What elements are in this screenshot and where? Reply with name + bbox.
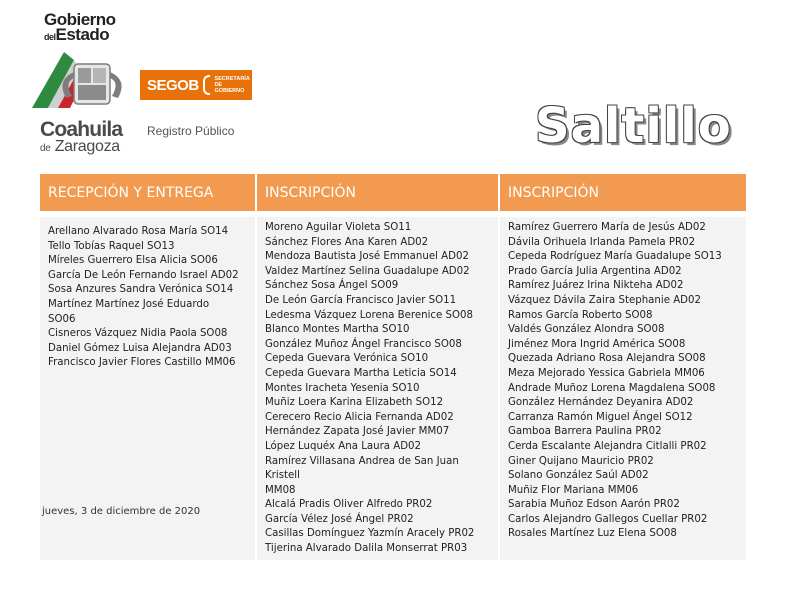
list-item: Ramírez Villasana Andrea de San Juan Kristell (265, 455, 459, 482)
list-item: Vázquez Dávila Zaira Stephanie AD02 (508, 294, 701, 306)
list-item: Andrade Muñoz Lorena Magdalena SO08 (508, 382, 716, 394)
list-item: Solano González Saúl AD02 (508, 470, 649, 482)
segob-logo (140, 70, 252, 100)
list-item: Cepeda Rodríguez María Guadalupe SO13 (508, 251, 722, 263)
list-item: Carlos Alejandro Gallegos Cuellar PR02 (508, 513, 708, 525)
list-item: Cerecero Recio Alicia Fernanda AD02 (265, 411, 454, 423)
column-inscripcion-1-names (255, 217, 500, 560)
list-item: Daniel Gómez Luisa Alejandra AD03 (48, 342, 232, 354)
list-item: González Muñoz Ángel Francisco SO08 (265, 338, 462, 350)
list-item: Valdés González Alondra SO08 (508, 324, 665, 336)
list-item: De León García Francisco Javier SO11 (265, 294, 457, 306)
list-item: Ramírez Juárez Irina Nikteha AD02 (508, 280, 684, 292)
list-item: Sánchez Flores Ana Karen AD02 (265, 236, 429, 248)
gobierno-line2 (44, 27, 116, 45)
list-item: Giner Quijano Mauricio PR02 (508, 455, 654, 467)
coahuila-wordmark: Coahuila (40, 118, 123, 141)
list-item: Gamboa Barrera Paulina PR02 (508, 426, 662, 438)
list-item: Ledesma Vázquez Lorena Berenice SO08 (265, 309, 473, 321)
column-header-inscripcion-2: INSCRIPCIÓN (500, 174, 746, 214)
list-item: Francisco Javier Flores Castillo MM06 (48, 357, 236, 369)
list-item: Carranza Ramón Miguel Ángel SO12 (508, 411, 693, 423)
list-item: Míreles Guerrero Elsa Alicia SO06 (48, 255, 218, 267)
list-item: Hernández Zapata José Javier MM07 (265, 426, 450, 438)
list-item: García De León Fernando Israel AD02 (48, 269, 239, 281)
list-item: Cepeda Guevara Martha Leticia SO14 (265, 367, 457, 379)
list-item: Alcalá Pradis Oliver Alfredo PR02 (265, 499, 433, 511)
column-header-recepcion: RECEPCIÓN Y ENTREGA (40, 174, 255, 214)
list-item: Casillas Domínguez Yazmín Aracely PR02 (265, 528, 475, 540)
coahuila-coat-of-arms-icon (24, 46, 142, 116)
list-item: Blanco Montes Martha SO10 (265, 324, 410, 336)
segob-label: SEGOB (147, 76, 199, 94)
list-item: Muñiz Loera Karina Elizabeth SO12 (265, 397, 444, 409)
gobierno-line2-word: Estado (55, 25, 110, 44)
list-item: SO06 (48, 313, 76, 325)
column-inscripcion-2-names (500, 217, 746, 560)
list-item: Moreno Aguilar Violeta SO11 (265, 222, 412, 233)
list-item: Mendoza Bautista José Emmanuel AD02 (265, 251, 469, 263)
column-header-inscripcion-1: INSCRIPCIÓN (255, 174, 500, 214)
list-item: Arellano Alvarado Rosa María SO14 (48, 226, 229, 237)
zaragoza-prefix: de (40, 143, 51, 154)
list-item: MM08 (265, 484, 296, 496)
list-item: Valdez Martínez Selina Guadalupe AD02 (265, 265, 470, 277)
city-title: Saltillo (535, 98, 732, 154)
list-item: García Vélez José Ángel PR02 (265, 513, 414, 525)
segob-subtitle (214, 76, 252, 94)
list-item: Meza Mejorado Yessica Gabriela MM06 (508, 367, 705, 379)
list-item: Muñiz Flor Mariana MM06 (508, 484, 639, 496)
list-item: Sarabia Muñoz Edson Aarón PR02 (508, 499, 680, 511)
list-item: Jiménez Mora Ingrid América SO08 (508, 338, 686, 350)
gobierno-line2-prefix: del (44, 32, 56, 42)
zaragoza-word: Zaragoza (54, 138, 120, 155)
list-item: Tijerina Alvarado Dalila Monserrat PR03 (265, 543, 468, 555)
list-item: Sánchez Sosa Ángel SO09 (265, 280, 399, 292)
registro-publico-label: Registro Público (147, 124, 235, 138)
zaragoza-wordmark (40, 138, 120, 156)
list-item: Dávila Orihuela Irlanda Pamela PR02 (508, 236, 696, 248)
list-item: Montes Iracheta Yesenia SO10 (265, 382, 420, 394)
segob-mark-icon (203, 75, 211, 95)
list-item: Tello Tobías Raquel SO13 (48, 240, 175, 252)
column-recepcion-names (40, 217, 255, 560)
list-item: Cepeda Guevara Verónica SO10 (265, 353, 429, 365)
list-item: Ramos García Roberto SO08 (508, 309, 653, 321)
list-item: Rosales Martínez Luz Elena SO08 (508, 528, 677, 540)
date-label: jueves, 3 de diciembre de 2020 (42, 506, 201, 518)
gobierno-line1: Gobierno (44, 10, 116, 29)
segob-sub-line1: SECRETARÍA (214, 76, 250, 82)
gobierno-logo-text (44, 12, 116, 45)
list-item: Sosa Anzures Sandra Verónica SO14 (48, 284, 234, 296)
list-item: Cisneros Vázquez Nidia Paola SO08 (48, 328, 228, 340)
segob-sub-line2: DE GOBIERNO (214, 82, 245, 94)
list-item: Ramírez Guerrero María de Jesús AD02 (508, 222, 706, 233)
list-item: Quezada Adriano Rosa Alejandra SO08 (508, 353, 706, 365)
staff-table (40, 174, 746, 560)
list-item: López Luquéx Ana Laura AD02 (265, 440, 422, 452)
list-item: González Hernández Deyanira AD02 (508, 397, 694, 409)
list-item: Cerda Escalante Alejandra Citlalli PR02 (508, 440, 707, 452)
list-item: Prado García Julia Argentina AD02 (508, 265, 682, 277)
list-item: Martínez Martínez José Eduardo (48, 298, 210, 310)
